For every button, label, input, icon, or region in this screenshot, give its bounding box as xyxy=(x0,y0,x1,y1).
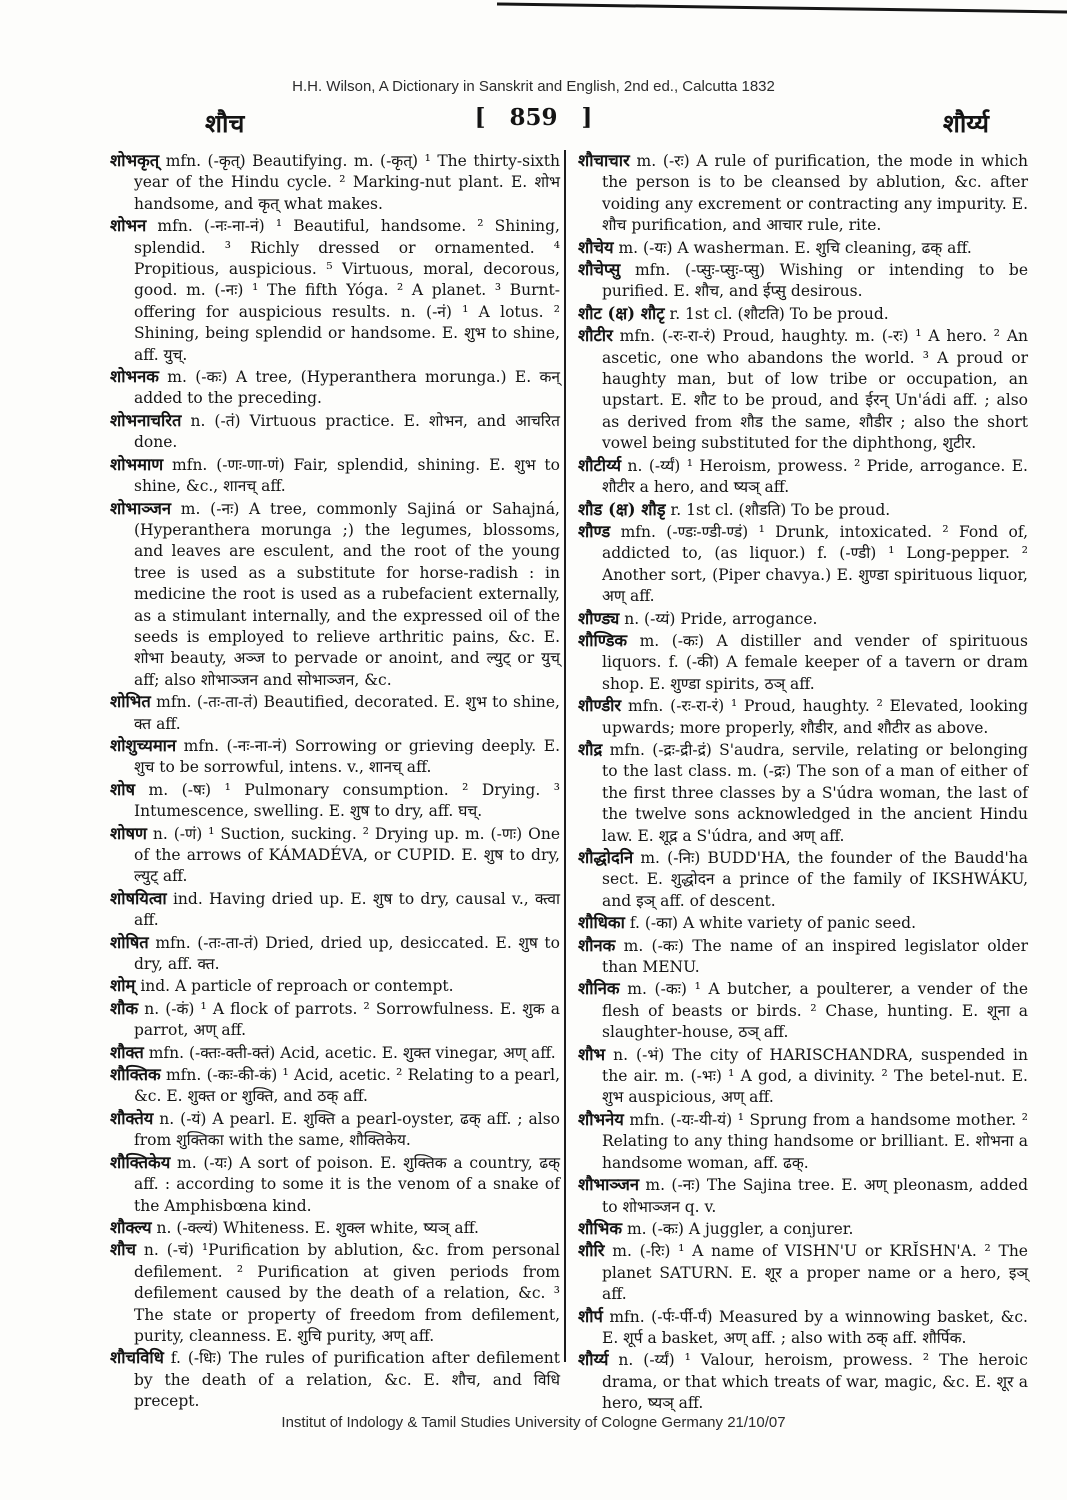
dictionary-entry xyxy=(578,259,1028,303)
dictionary-entry xyxy=(110,975,560,997)
dictionary-entry xyxy=(578,1044,1028,1109)
entry-definition: mfn. (-यः-यी-यं) ¹ Sprung from a handsome mother. ² Relating to any thing handsome or brilliant. E. शोभना a handsome woman, aff. ढक्. xyxy=(602,1110,1028,1172)
entry-headword: शौद्धोदनि xyxy=(578,848,634,867)
entry-definition: n. (-र्य्यं) ¹ Valour, heroism, prowess. ² The heroic drama, or that which treats of war, magic, &c. E. शूर a hero, ष्यञ् aff. xyxy=(602,1351,1028,1413)
dictionary-entry xyxy=(578,608,1028,630)
entry-headword: शौचाचार xyxy=(578,151,630,170)
dictionary-entry xyxy=(110,998,560,1042)
entry-definition: mfn. (-क्तः-क्ती-क्तं) Acid, acetic. E. शुक्त vinegar, अण् aff. xyxy=(148,1043,556,1062)
dictionary-entry xyxy=(578,847,1028,912)
entry-definition: f. (-धिः) The rules of purification after defilement by the death of a relation, &c. E. शौच, and विधि precept. xyxy=(134,1349,560,1411)
entry-definition: r. 1st cl. (शौडति) To be proud. xyxy=(670,500,891,519)
entry-definition: m. (-नः) A tree, commonly Sajiná or Sahajná, (Hyperanthera morunga ;) the legumes, blossoms, and leaves are esculent, and the root of the young tree is used as a substitute for horse-radish : in medicine the root is used as a rubefacient externally, as a stimulant internally, and the expressed oil of the seeds is employed to relieve arthritic pains, &c. E. शोभा beauty, अञ्ज to pervade or anoint, and ल्युट् or युच् aff; also शोभाञ्जन and सोभाञ्जन, &c. xyxy=(134,499,560,689)
dictionary-entry xyxy=(578,695,1028,739)
entry-headword: शौद्र xyxy=(578,739,603,759)
entry-headword: शोभकृत् xyxy=(110,151,160,170)
entry-headword: शौरि xyxy=(578,1241,605,1261)
entry-headword: शोषित xyxy=(110,932,149,952)
dictionary-entry xyxy=(578,325,1028,454)
entry-headword: शौर्प xyxy=(578,1306,603,1326)
entry-definition: mfn. (-द्रः-द्री-द्रं) S'audra, servile, relating or belonging to the last class. m. (-द्रः) The son of a man of either of the first three classes by a S'údra woman, the last of the twelve sons acknowledged in the ancient Hindu law. E. शूद्र a S'údra, and अण् aff. xyxy=(602,740,1028,845)
dictionary-entry xyxy=(110,932,560,976)
dictionary-entry xyxy=(110,366,560,410)
dictionary-entry xyxy=(110,150,560,215)
entry-headword: शौचेय xyxy=(578,237,614,257)
entry-headword: शौक्ल्य xyxy=(110,1217,152,1237)
entry-definition: mfn. (-नः-ना-नं) Sorrowing or grieving deeply. E. शुच to be sorrowful, intens. v., शानच् aff. xyxy=(134,736,560,777)
entry-headword: शोष xyxy=(110,779,136,799)
page-number: [ 859 ] xyxy=(474,104,593,131)
page-footer: Institut of Indology & Tamil Studies University of Cologne Germany 21/10/07 xyxy=(281,1414,786,1431)
dictionary-entry xyxy=(110,454,560,498)
scan-attribution: H.H. Wilson, A Dictionary in Sanskrit and English, 2nd ed., Calcutta 1832 xyxy=(292,78,775,95)
scan-edge-line xyxy=(0,0,1067,20)
dictionary-entry xyxy=(110,1239,560,1347)
entry-headword: शौचविधि xyxy=(110,1348,164,1368)
dictionary-entry xyxy=(110,888,560,932)
entry-headword: शोभन xyxy=(110,216,147,236)
entry-definition: m. (-रः) A rule of purification, the mode in which the person is to be cleansed by ablution, &c. after voiding any excrement or contracting any impurity. E. शौच purification, and आचार rule, rite. xyxy=(602,152,1028,235)
dictionary-entry xyxy=(578,150,1028,237)
entry-headword: शोषयित्वा xyxy=(110,888,167,908)
dictionary-entry xyxy=(578,237,1028,259)
entry-definition: m. (-निः) BUDD'HA, the founder of the Baudd'ha sect. E. शुद्धोदन a prince of the family of IKSHWÁKU, and इञ् aff. of descent. xyxy=(602,849,1028,910)
entry-definition: n. (-क्ल्यं) Whiteness. E. शुक्ल white, ष्यञ् aff. xyxy=(156,1218,479,1237)
entry-definition: n. (-य्यं) Pride, arrogance. xyxy=(624,609,818,628)
dictionary-entry xyxy=(110,823,560,888)
dictionary-entry xyxy=(110,1042,560,1064)
entry-headword: शौनक xyxy=(578,935,616,955)
entry-headword: शोम् xyxy=(110,976,136,996)
entry-definition: mfn. (-कृत्) Beautifying. m. (-कृत्) ¹ The thirty-sixth year of the Hindu cycle. ² Marking-nut plant. E. शोभ handsome, and कृत् what makes. xyxy=(134,152,560,213)
entry-headword: शौनिक xyxy=(578,979,620,999)
dictionary-entry xyxy=(578,1174,1028,1218)
dictionary-entry xyxy=(578,303,1028,325)
dictionary-entry xyxy=(578,1349,1028,1414)
entry-headword: शोभित xyxy=(110,692,151,712)
entry-headword: शौभिक xyxy=(578,1218,623,1238)
entry-definition: n. (-र्य्यं) ¹ Heroism, prowess. ² Pride, arrogance. E. शौटीर a hero, and ष्यञ् aff. xyxy=(602,456,1028,497)
dictionary-entry xyxy=(578,1218,1028,1240)
left-column xyxy=(110,150,560,1413)
dictionary-entry xyxy=(110,1347,560,1412)
entry-headword: शोभनक xyxy=(110,367,159,387)
entry-headword: शौभाञ्जन xyxy=(578,1175,640,1195)
entry-headword: शौधिका xyxy=(578,913,625,933)
entry-definition: mfn. (-प्सुः-प्सुः-प्सु) Wishing or intending to be purified. E. शौच, and ईप्सु desirous. xyxy=(602,261,1028,301)
dictionary-entry xyxy=(578,521,1028,608)
entry-headword: शोभमाण xyxy=(110,454,164,474)
dictionary-entry xyxy=(110,410,560,454)
entry-definition: m. (-कः) A juggler, a conjurer. xyxy=(626,1219,854,1238)
entry-definition: m. (-यः) A sort of poison. E. शुक्तिक a country, ढक् aff. : according to some it is the venom of a snake of the Amphisbœna kind. xyxy=(134,1153,560,1215)
entry-definition: n. (-तं) Virtuous practice. E. शोभन, and आचरित done. xyxy=(134,411,560,452)
entry-definition: ind. Having dried up. E. शुष to dry, causal v., क्त्वा aff. xyxy=(134,889,560,930)
dictionary-entry xyxy=(110,1064,560,1108)
entry-headword: शौभनेय xyxy=(578,1109,624,1129)
entry-headword: शोभाञ्जन xyxy=(110,498,172,518)
entry-definition: mfn. (-ण्डः-ण्डी-ण्डं) ¹ Drunk, intoxicated. ² Fond of, addicted to, (as liquor.) f. (-ण्डी) ¹ Long-pepper. ² Another sort, (Piper chavya.) E. शुण्डा spirituous liquor, अण् aff. xyxy=(602,522,1028,606)
entry-definition: m. (-कः) A distiller and vender of spirituous liquors. f. (-की) A female keeper of a tavern or dram shop. E. शुण्डा spirits, ठञ् aff. xyxy=(602,631,1028,693)
dictionary-entry xyxy=(110,735,560,779)
entry-definition: mfn. (-नः-ना-नं) ¹ Beautiful, handsome. ² Shining, splendid. ³ Richly dressed or ornamented. ⁴ Propitious, auspicious. ⁵ Virtuous, moral, decorous, good. m. (-नः) ¹ The fifth Yóga. ² A planet. ³ Burnt-offering for auspicious results. n. (-नं) ¹ A lotus. ² Shining, being splendid or handsome. E. शुभ to shine, aff. युच्. xyxy=(134,217,560,364)
dictionary-entry xyxy=(110,215,560,366)
entry-headword: शोशुच्यमान xyxy=(110,735,177,755)
entry-definition: mfn. (-र्पः-र्पी-र्पं) Measured by a winnowing basket, &c. E. शूर्प a basket, अण् aff. ; also with ठक् aff. शौर्पिक. xyxy=(602,1307,1028,1347)
entry-definition: m. (-रिः) ¹ A name of VISHN'U or KRĬSHN'A. ² The planet SATURN. E. शूर a proper name or a hero, इञ् aff. xyxy=(602,1242,1028,1304)
dictionary-entry xyxy=(578,912,1028,934)
entry-headword: शोभनाचरित xyxy=(110,410,182,430)
entry-definition: m. (-यः) A washerman. E. शुचि cleaning, ढक् aff. xyxy=(618,238,972,257)
entry-headword: शौड (क्ष) शौडृ xyxy=(578,499,666,519)
dictionary-entry xyxy=(578,1240,1028,1305)
entry-headword: शौभ xyxy=(578,1044,606,1064)
entry-headword: शौट (क्ष) शौटृ xyxy=(578,303,665,323)
entry-definition: mfn. (-रः-रा-रं) Proud, haughty. m. (-रः) ¹ A hero. ² An ascetic, one who abandons the world. ³ A proud or haughty man, but of low tribe or occupation, an upstart. E. शौट to be proud, and ईरन् Un'ádi aff. ; also as derived from शौड the same, शौडीर ; also the short vowel being substituted for the diphthong, शुटीर. xyxy=(602,327,1028,453)
entry-definition: mfn. (-कः-की-कं) ¹ Acid, acetic. ² Relating to a pearl, &c. E. शुक्त or शुक्ति, and ठक् aff. xyxy=(134,1066,560,1106)
entry-headword: शौक्तिकेय xyxy=(110,1152,171,1172)
right-column xyxy=(578,150,1028,1415)
entry-definition: m. (-कः) ¹ A butcher, a poulterer, a vender of the flesh of beasts or birds. ² Chase, hunting. E. शूना a slaughter-house, ठञ् aff. xyxy=(602,980,1028,1042)
entry-definition: n. (-णं) ¹ Suction, sucking. ² Drying up. m. (-णः) One of the arrows of KÁMADÉVA, or CUPID. E. शुष to dry, ल्युट् aff. xyxy=(134,824,560,886)
running-head-left-keyword: शौच xyxy=(205,109,245,138)
entry-definition: f. (-का) A white variety of panic seed. xyxy=(629,914,916,933)
entry-definition: n. (-कं) ¹ A flock of parrots. ² Sorrowfulness. E. शुक a parrot, अण् aff. xyxy=(134,999,560,1040)
entry-headword: शौक्त xyxy=(110,1042,144,1062)
running-head xyxy=(0,104,1067,144)
entry-headword: शौच xyxy=(110,1240,136,1260)
dictionary-entry xyxy=(578,630,1028,695)
entry-headword: शौक्तिक xyxy=(110,1065,161,1085)
entry-definition: n. (-चं) ¹Purification by ablution, &c. from personal defilement. ² Purification at given periods from defilement caused by the death of a relation, &c. ³ The state or property of freedom from defilement, purity, cleanness. E. शुचि purity, अण् aff. xyxy=(134,1241,560,1345)
entry-headword: शौटीर्य्य xyxy=(578,455,622,475)
dictionary-entry xyxy=(578,1306,1028,1350)
dictionary-entry xyxy=(110,1217,560,1239)
entry-headword: शौण्ड्य xyxy=(578,608,620,628)
entry-headword: शौचेप्सु xyxy=(578,260,621,280)
entry-headword: शौण्ड xyxy=(578,521,611,541)
dictionary-entry xyxy=(578,978,1028,1043)
entry-definition: m. (-कः) The name of an inspired legislator older than MENU. xyxy=(602,936,1028,977)
entry-definition: n. (-यं) A pearl. E. शुक्ति a pearl-oyster, ढक् aff. ; also from शुक्तिका with the same, शौक्तिकेय. xyxy=(134,1109,560,1150)
entry-headword: शौक्तेय xyxy=(110,1108,154,1128)
entry-headword: शौर्य्य xyxy=(578,1350,609,1370)
entry-headword: शौण्डिक xyxy=(578,630,628,650)
dictionary-entry xyxy=(578,1109,1028,1174)
entry-definition: n. (-भं) The city of HARISCHANDRA, suspended in the air. m. (-भः) ¹ A god, a divinity. ² The betel-nut. E. शुभ auspicious, अण् aff. xyxy=(602,1045,1028,1107)
entry-definition: r. 1st cl. (शौटति) To be proud. xyxy=(669,304,889,323)
dictionary-entry xyxy=(110,779,560,823)
entry-definition: ind. A particle of reproach or contempt. xyxy=(140,977,454,996)
dictionary-entry xyxy=(578,935,1028,979)
dictionary-entry xyxy=(110,1152,560,1217)
entry-definition: m. (-नः) The Sajina tree. E. अण् pleonasm, added to शोभाञ्जन q. v. xyxy=(602,1176,1028,1216)
dictionary-entry xyxy=(110,1108,560,1152)
entry-definition: mfn. (-तः-ता-तं) Beautified, decorated. E. शुभ to shine, क्त aff. xyxy=(134,693,560,733)
entry-definition: mfn. (-णः-णा-णं) Fair, splendid, shining. E. शुभ to shine, &c., शानच् aff. xyxy=(134,455,560,496)
dictionary-entry xyxy=(578,455,1028,499)
dictionary-entry xyxy=(578,499,1028,521)
entry-definition: m. (-कः) A tree, (Hyperanthera morunga.) E. कन् added to the preceding. xyxy=(134,368,560,408)
dictionary-entry xyxy=(110,691,560,735)
dictionary-entry xyxy=(110,498,560,692)
entry-definition: m. (-षः) ¹ Pulmonary consumption. ² Drying. ³ Intumescence, swelling. E. शुष to dry, aff. घच्. xyxy=(134,780,560,821)
entry-headword: शौण्डीर xyxy=(578,696,622,716)
column-divider xyxy=(564,150,566,1362)
entry-definition: mfn. (-रः-रा-रं) ¹ Proud, haughty. ² Elevated, looking upwards; more properly, शौडीर, and शौटीर as above. xyxy=(602,697,1028,737)
entry-headword: शौटीर xyxy=(578,326,613,346)
running-head-right-keyword: शौर्य्य xyxy=(942,109,989,138)
entry-headword: शोषण xyxy=(110,823,147,843)
dictionary-entry xyxy=(578,739,1028,847)
entry-headword: शौक xyxy=(110,998,139,1018)
entry-definition: mfn. (-तः-ता-तं) Dried, dried up, desiccated. E. शुष to dry, aff. क्त. xyxy=(134,933,560,974)
